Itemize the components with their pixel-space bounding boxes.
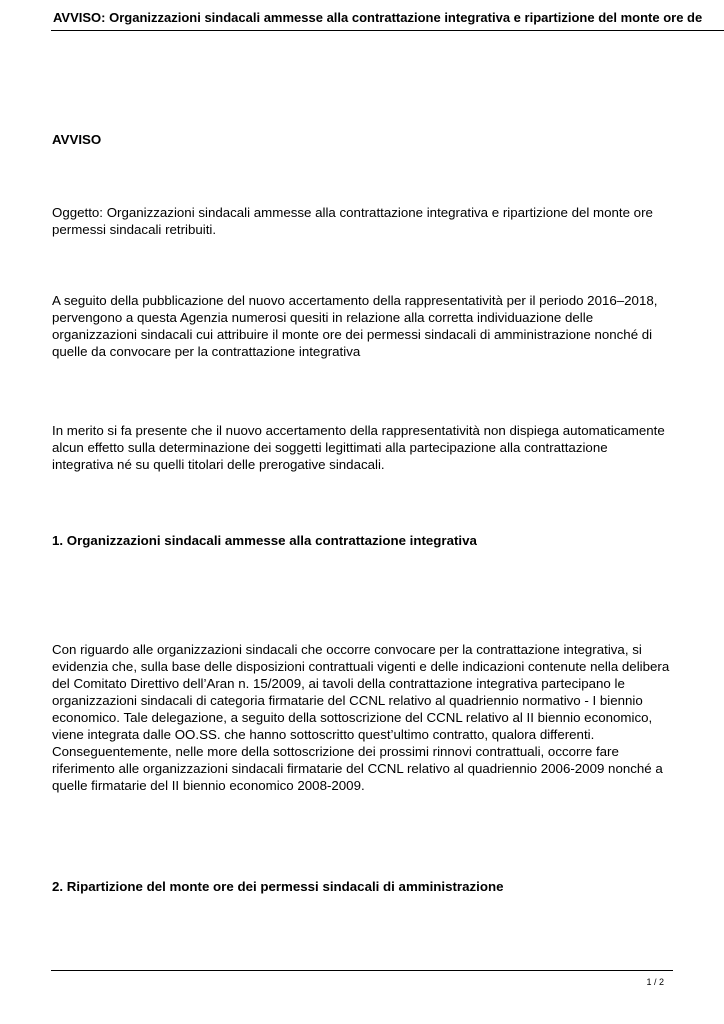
- section-1-title: 1. Organizzazioni sindacali ammesse alla contrattazione integrativa: [52, 533, 477, 548]
- section-2-title: 2. Ripartizione del monte ore dei permessi sindacali di amministrazione: [52, 879, 504, 894]
- header-divider: [51, 30, 724, 31]
- clarification-paragraph: In merito si fa presente che il nuovo accertamento della rappresentatività non dispiega automaticamente alcun effetto sulla determinazione dei soggetti legittimati alla partecipazione alla contrattazione integrativa né su quelli titolari delle prerogative sindacali.: [52, 423, 665, 472]
- intro-paragraph: A seguito della pubblicazione del nuovo accertamento della rappresentatività per il periodo 2016–2018, pervengono a questa Agenzia numerosi quesiti in relazione alla corretta individuazione delle organizzazioni sindacali cui attribuire il monte ore dei permessi sindacali di amministrazione nonché di quelle da convocare per la contrattazione integrativa: [52, 293, 658, 359]
- section-1-paragraph: Con riguardo alle organizzazioni sindacali che occorre convocare per la contrattazione integrativa, si evidenzia che, sulla base delle disposizioni contrattuali vigenti e delle indicazioni contenute nella delibera del Comitato Direttivo dell’Aran n. 15/2009, ai tavoli della contrattazione integrativa partecipano le organizzazioni sindacali di categoria firmatarie del CCNL relativo al quadriennio normativo - I biennio economico. Tale delegazione, a seguito della sottoscrizione del CCNL relativo al II biennio economico, viene integrata dalle OO.SS. che hanno sottoscritto quest’ultimo contratto, qualora differenti. Conseguentemente, nelle more della sottoscrizione dei prossimi rinnovi contrattuali, occorre fare riferimento alle organizzazioni sindacali firmatarie del CCNL relativo al quadriennio 2006-2009 nonché a quelle firmatarie del II biennio economico 2008-2009.: [52, 642, 670, 793]
- running-header: AVVISO: Organizzazioni sindacali ammesse alla contrattazione integrativa e ripartizione del monte ore de: [53, 10, 703, 25]
- footer-divider: [51, 970, 673, 971]
- document-heading: AVVISO: [52, 132, 102, 147]
- subject-line: Oggetto: Organizzazioni sindacali ammesse alla contrattazione integrativa e ripartizione del monte ore permessi sindacali retribuiti.: [52, 205, 653, 237]
- page-number: 1 / 2: [646, 977, 664, 987]
